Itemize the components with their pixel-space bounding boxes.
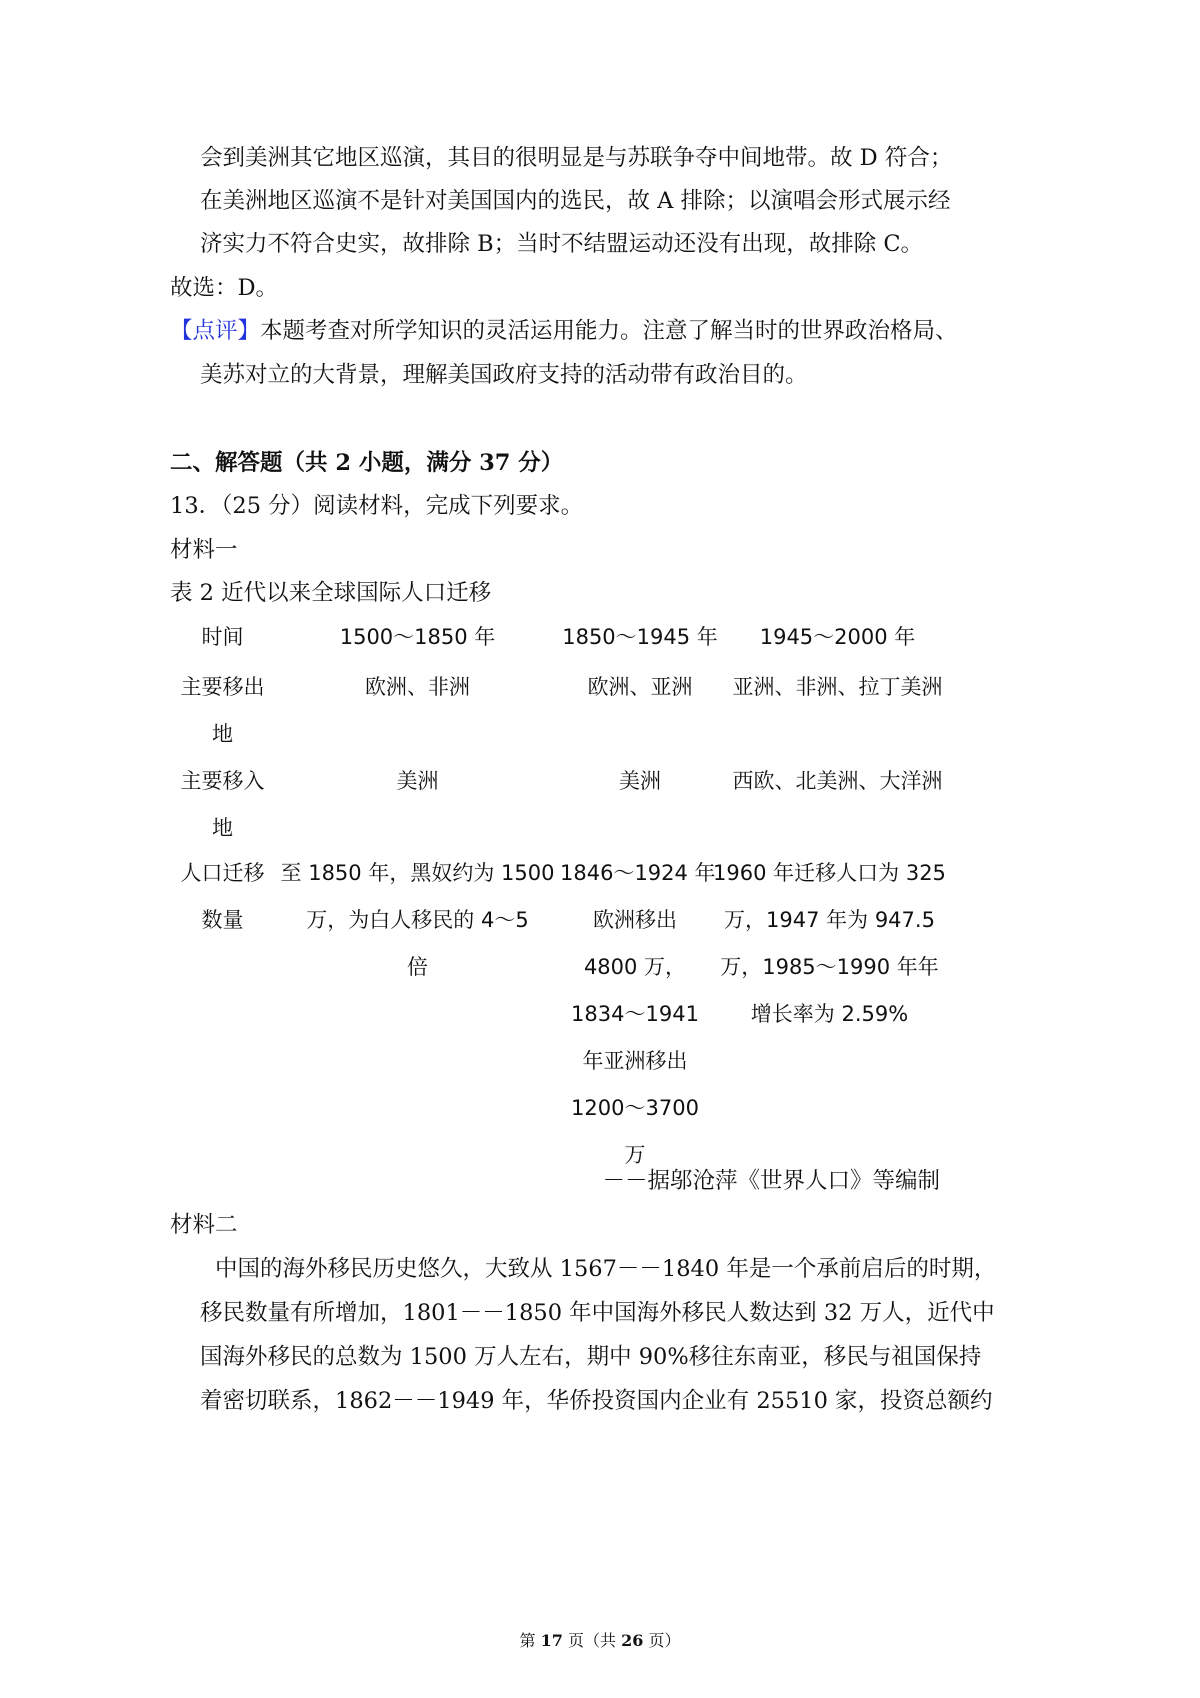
material-2-line-4: 着密切联系，1862－－1949 年，华侨投资国内企业有 25510 家，投资总额约 — [200, 1388, 993, 1414]
page-number: 17 — [540, 1631, 563, 1650]
table-row-label-quantity: 人口迁移 数量 — [180, 861, 265, 932]
material-1-label: 材料一 — [170, 537, 238, 563]
material-2-line-2: 移民数量有所增加，1801－－1850 年中国海外移民人数达到 32 万人，近代中 — [200, 1300, 995, 1326]
table-cell: 欧洲、非洲 — [365, 675, 470, 699]
table-cell: 1960 年迁移人口为 325 万，1947 年为 947.5 万，1985～1990 年年 增长率为 2.59% — [713, 861, 946, 1026]
answer-choice: 故选：D。 — [170, 275, 279, 301]
table-row-label-emigration: 主要移出 地 — [180, 675, 265, 746]
table-header-col2: 1850～1945 年 — [562, 625, 718, 649]
table-cell: 美洲 — [619, 769, 661, 793]
table-cell: 亚洲、非洲、拉丁美洲 — [732, 675, 943, 699]
comment-line-1 — [170, 316, 958, 346]
material-2-line-1: 中国的海外移民历史悠久，大致从 1567－－1840 年是一个承前启后的时期， — [215, 1256, 997, 1282]
table-header-time: 时间 — [201, 625, 244, 649]
answer-line-2: 在美洲地区巡演不是针对美国国内的选民，故 A 排除；以演唱会形式展示经 — [200, 188, 951, 214]
comment-tag: 【点评】 — [170, 318, 261, 344]
table-header-col3: 1945～2000 年 — [759, 625, 916, 649]
comment-line-2: 美苏对立的大背景，理解美国政府支持的活动带有政治目的。 — [200, 362, 808, 388]
table-cell: 1846～1924 年 欧洲移出 4800 万， 1834～1941 年亚洲移出 1200～3700 万 — [560, 861, 716, 1167]
page-footer: 第 17 页（共 26 页） — [519, 1631, 681, 1650]
table-caption: 表 2 近代以来全球国际人口迁移 — [170, 580, 492, 606]
table-source: －－据邬沧萍《世界人口》等编制 — [602, 1168, 940, 1194]
table-cell: 西欧、北美洲、大洋洲 — [732, 769, 943, 793]
page-total: 26 — [621, 1631, 644, 1650]
answer-line-1: 会到美洲其它地区巡演，其目的很明显是与苏联争夺中间地带。故 D 符合； — [200, 145, 953, 171]
material-2-line-3: 国海外移民的总数为 1500 万人左右，期中 90%移往东南亚，移民与祖国保持 — [200, 1344, 982, 1370]
question-13: 13．（25 分）阅读材料，完成下列要求。 — [170, 493, 584, 519]
section-heading: 二、解答题（共 2 小题，满分 37 分） — [170, 450, 564, 476]
table-row-label-immigration: 主要移入 地 — [180, 769, 265, 840]
table-cell: 欧洲、亚洲 — [587, 675, 693, 699]
table-header-col1: 1500～1850 年 — [339, 625, 496, 649]
answer-line-3: 济实力不符合史实，故排除 B；当时不结盟运动还没有出现，故排除 C。 — [200, 231, 924, 257]
table-cell: 至 1850 年，黑奴约为 1500 万，为白人移民的 4～5 倍 — [280, 861, 555, 979]
comment-text-1: 本题考查对所学知识的灵活运用能力。注意了解当时的世界政治格局、 — [260, 318, 958, 344]
material-2-label: 材料二 — [170, 1212, 238, 1238]
table-cell: 美洲 — [396, 769, 439, 793]
